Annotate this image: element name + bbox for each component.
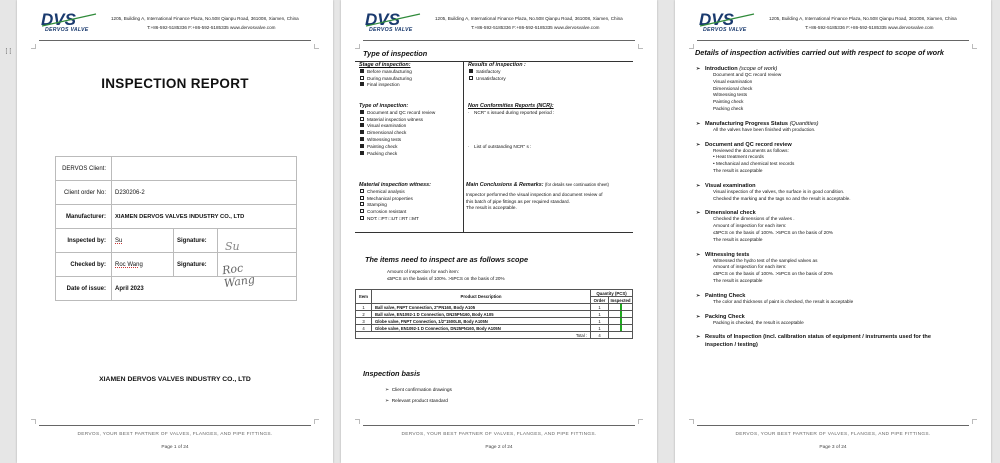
type-item: Painting check — [359, 144, 435, 151]
basis-item: ➢ Relevant product standard — [385, 399, 448, 404]
document-page-3 — [675, 0, 991, 463]
type-item: Material inspection witness — [359, 117, 435, 124]
checked-label: Checked by: — [56, 253, 112, 277]
footer-divider — [697, 425, 969, 426]
visual-text: Visual inspection of the valves, the surface is in good condition. Checked the marking and the tags no and the result is acceptable. — [713, 188, 851, 201]
ncr-block: Non Conformities Reports (NCR): · NCR" s issued during reported period : · List of outstanding NCR" s : — [468, 103, 555, 149]
checked-value: Roc Wang — [115, 261, 143, 268]
company-logo — [41, 11, 97, 37]
page-header — [697, 11, 969, 39]
painting-text: The color and thickness of paint is checked, the result is acceptable — [713, 298, 854, 304]
logo-icon — [41, 11, 97, 27]
svg-text:DVS: DVS — [699, 11, 734, 27]
types-block — [359, 103, 435, 157]
doc-text: Reviewed the documents as follows: • Heat treatment records • Mechanical and chemical test records The result is acceptable — [713, 147, 795, 173]
company-address: 1205, Building A, International Finance Plaza, No.508 Qianpu Road, 361008, Xiamen, China T:+86-592-5185336 F:+86-592-5185335 www.dervosvalve.com — [435, 16, 623, 30]
logo-subtitle: DERVOS VALVE — [45, 27, 89, 33]
conclusion-line: this batch of pipe fittings as per required standard. — [466, 198, 570, 204]
results-heading: ➢ Results of Inspection (incl. calibration status of equipment / instruments used for the inspection / testing) — [705, 334, 960, 349]
col-quantity: Quantity (PCS) — [591, 290, 633, 297]
footer-divider — [363, 425, 635, 426]
inspected-mark — [620, 318, 622, 324]
footer-tagline: DERVOS, YOUR BEST PARTNER OF VALVES, FLANGES, AND PIPE FITTINGS. — [735, 432, 931, 437]
packing-heading: ➢ Packing Check — [705, 314, 977, 320]
date-value: April 2023 — [112, 277, 297, 301]
intro-items: Document and QC record review Visual examination Dimensional check Witnessing tests Painting check Packing check — [713, 72, 782, 111]
footer-divider — [39, 425, 311, 426]
table-row: 2 Ball valve, EN1092-1 D Connection, DN25PN160, Body A105 1 — [356, 311, 633, 318]
conclusions-title: Main Conclusions & Remarks: — [466, 182, 544, 188]
page-number: Page 1 of 24 — [161, 445, 189, 450]
signature-label-2: Signature: — [174, 253, 218, 277]
type-item: Document and QC record review — [359, 110, 435, 117]
signature-label: Signature: — [174, 229, 218, 253]
stage-title: Stage of inspection: — [359, 62, 411, 68]
material-item: NDT: □PT □UT □RT □MT — [359, 216, 431, 223]
company-name: XIAMEN DERVOS VALVES INDUSTRY CO., LTD — [99, 376, 251, 383]
conclusion-line: Inspector performed the visual inspection and document review of — [466, 191, 603, 197]
amount-note: Amount of inspection for each item: ≤5PCS on the basis of 100%. >5PCS on the basis of 20% — [387, 269, 505, 281]
material-title: Material inspection witness: — [359, 182, 431, 188]
date-label: Date of issue: — [56, 277, 112, 301]
doc-heading: ➢ Document and QC record review — [705, 142, 977, 148]
intro-heading: ➢ Introduction (scope of work) — [705, 66, 977, 72]
client-value — [112, 157, 297, 181]
company-address: 1205, Building A, International Finance Plaza, No.508 Qianpu Road, 361008, Xiamen, China T:+86-592-5185336 F:+86-592-5185335 www.dervosvalve.com — [111, 16, 299, 30]
page-number: Page 3 of 24 — [819, 445, 847, 450]
stage-item: During manufacturing — [359, 76, 412, 83]
ncr-issued: NCR" s issued during reported period : — [474, 109, 555, 115]
progress-heading: ➢ Manufacturing Progress Status (Quantities) — [705, 121, 977, 127]
logo-subtitle: DERVOS VALVE — [703, 27, 747, 33]
details-list — [705, 62, 977, 349]
type-item: Packing check — [359, 151, 435, 158]
col-order: Order — [591, 297, 609, 304]
report-info-table — [55, 156, 297, 301]
inspected-value: Su — [115, 237, 123, 244]
stage-block — [359, 62, 412, 89]
header-divider — [39, 40, 311, 41]
inspected-mark — [620, 304, 622, 310]
result-item: Satisfactory — [468, 69, 526, 76]
type-item: Visual examination — [359, 123, 435, 130]
page-header — [363, 11, 635, 39]
inspected-mark — [620, 325, 622, 331]
svg-text:DVS: DVS — [41, 11, 76, 27]
col-item: Item — [356, 290, 372, 304]
page-header — [39, 11, 311, 39]
total-row: Total : 4 — [356, 332, 633, 339]
material-item: Mechanical properties — [359, 196, 431, 203]
document-page-2 — [341, 0, 657, 463]
types-title: Type of inspection: — [359, 103, 409, 109]
page-number: Page 2 of 24 — [485, 445, 513, 450]
witness-text: Witnessed the hydro test of the sampled valves as Amount of inspection for each item: ≤5PCS on the basis of 100%. >5PCS on the basis of 20% The result is acceptable — [713, 257, 833, 283]
logo-icon — [699, 11, 755, 27]
ncr-title: Non Conformities Reports (NCR): — [468, 103, 554, 109]
basis-list — [385, 385, 452, 407]
result-item: Unsatisfactory — [468, 76, 526, 83]
inspected-label: Inspected by: — [56, 229, 112, 253]
checker-signature: Roc Wang — [221, 260, 256, 290]
table-row: 4 Globe valve, EN1092-1 D Connection, DN25PN160, Body A105N 1 — [356, 325, 633, 332]
document-page-1 — [17, 0, 333, 463]
material-item: Chemical analysis — [359, 189, 431, 196]
items-title: The items need to inspect are as follows scope — [365, 255, 529, 264]
results-title: Results of inspection : — [468, 62, 526, 68]
col-description: Product Description — [372, 290, 591, 304]
material-block — [359, 182, 431, 223]
packing-text: Packing is checked, the result is acceptable — [713, 319, 804, 325]
manufacturer-label: Manufacturer: — [56, 205, 112, 229]
stage-item: Final inspection — [359, 82, 412, 89]
logo-subtitle: DERVOS VALVE — [369, 27, 413, 33]
table-row: 1 Ball valve, FNPT Connection, 2"PN160, Body A105 1 — [356, 304, 633, 311]
visual-heading: ➢ Visual examination — [705, 183, 977, 189]
stage-item: Before manufacturing — [359, 69, 412, 76]
footer-tagline: DERVOS, YOUR BEST PARTNER OF VALVES, FLANGES, AND PIPE FITTINGS. — [401, 432, 597, 437]
company-logo — [365, 11, 421, 37]
inspector-signature: Su — [225, 239, 240, 253]
witness-heading: ➢ Witnessing tests — [705, 252, 977, 258]
dimensional-text: Checked the dimensions of the valves . Amount of inspection for each item: ≤5PCS on the basis of 100%. >5PCS on the basis of 20% The result is acceptable — [713, 216, 833, 242]
client-label: DERVOS Client: — [56, 157, 112, 181]
dimensional-heading: ➢ Dimensional check — [705, 210, 977, 216]
svg-text:DVS: DVS — [365, 11, 400, 27]
conclusions-note: (for details see continuation sheet) — [544, 182, 609, 187]
drag-grip-icon[interactable]: ⁞⁞ — [5, 47, 13, 57]
basis-title: Inspection basis — [363, 369, 421, 378]
items-table — [355, 289, 633, 339]
progress-text: All the valves have been finished with production. — [713, 126, 816, 132]
order-value: D230206-2 — [112, 181, 297, 205]
table-row: 3 Globe valve, FNPT Connection, 1/2"1500LB, Body A105N 1 — [356, 318, 633, 325]
report-title: INSPECTION REPORT — [101, 76, 249, 91]
company-logo — [699, 11, 755, 37]
logo-icon — [365, 11, 421, 27]
details-title: Details of inspection activities carried out with respect to scope of work — [695, 48, 944, 57]
results-block — [468, 62, 526, 82]
header-divider — [697, 40, 969, 41]
type-item: Witnessing tests — [359, 137, 435, 144]
manufacturer-value: XIAMEN DERVOS VALVES INDUSTRY CO., LTD — [112, 205, 297, 229]
type-item: Dimensional check — [359, 130, 435, 137]
inspected-mark — [620, 311, 622, 317]
footer-tagline: DERVOS, YOUR BEST PARTNER OF VALVES, FLANGES, AND PIPE FITTINGS. — [77, 432, 273, 437]
basis-item: ➢ Client confirmation drawings — [385, 388, 452, 393]
painting-heading: ➢ Painting Check — [705, 293, 977, 299]
conclusion-line: The result is acceptable. — [466, 205, 517, 211]
order-label: Client order No: — [56, 181, 112, 205]
col-inspected: Inspected — [610, 297, 631, 303]
ncr-outstanding: List of outstanding NCR" s : — [474, 143, 532, 149]
company-address: 1205, Building A, International Finance Plaza, No.508 Qianpu Road, 361008, Xiamen, China T:+86-592-5185336 F:+86-592-5185335 www.dervosvalve.com — [769, 16, 957, 30]
material-item: Stamping — [359, 202, 431, 209]
header-divider — [363, 40, 635, 41]
type-of-inspection-title: Type of inspection — [363, 49, 428, 58]
material-item: Corrosion resistant — [359, 209, 431, 216]
conclusions-block — [466, 182, 609, 212]
